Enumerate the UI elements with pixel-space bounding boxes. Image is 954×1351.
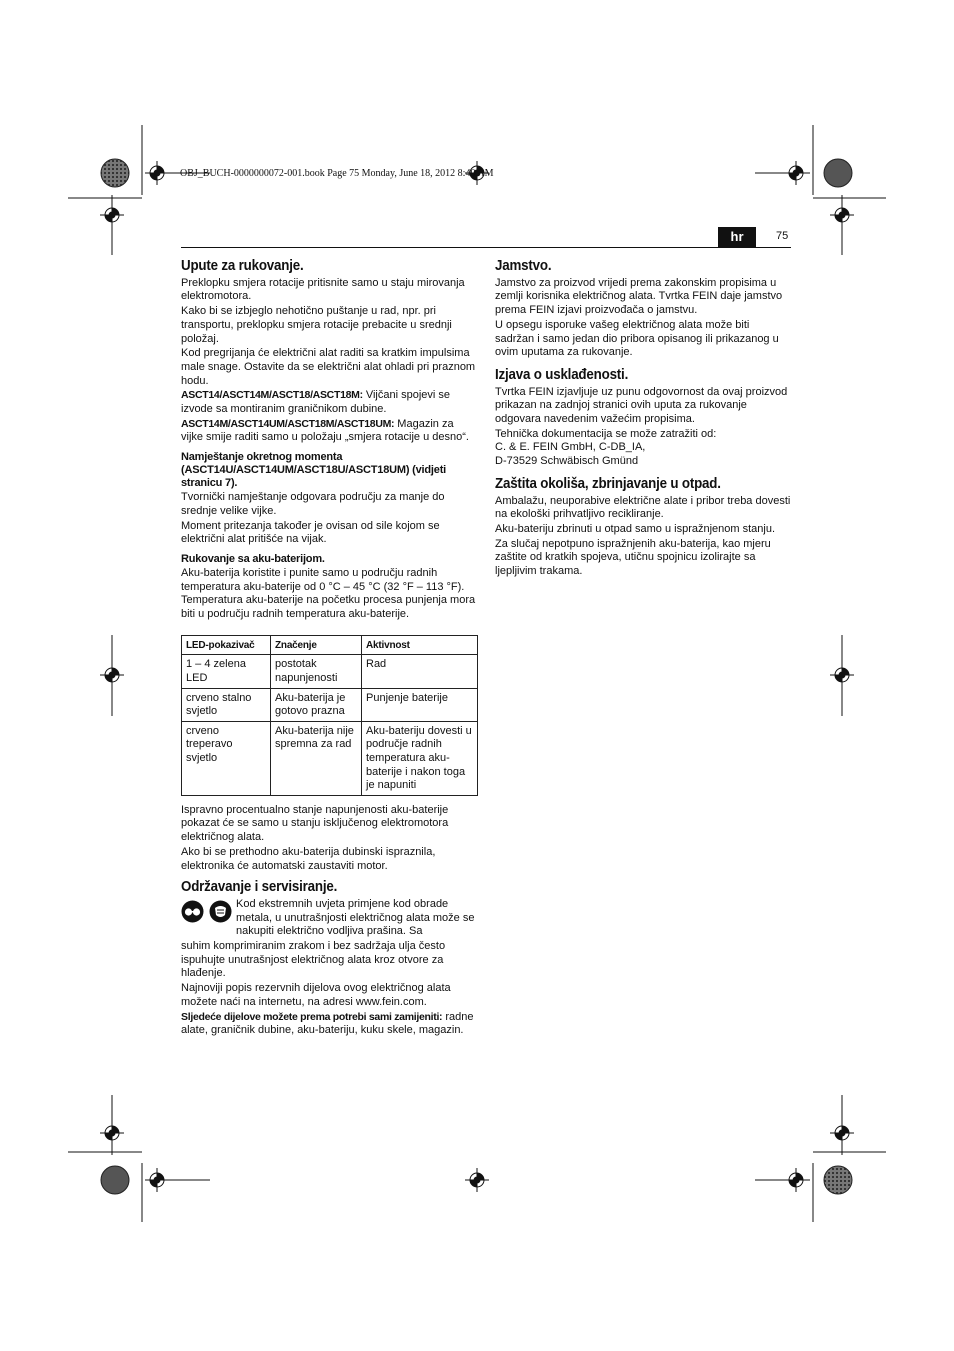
paragraph-text: radne alate, graničnik dubine, aku-bateriju, kuku skele, magazin. xyxy=(181,1010,474,1037)
paragraph: Aku-baterija koristite i punite samo u području radnih temperatura aku-baterije od 0 °C – 45 °C (32 °F – 113 °F). Temperatura aku-baterije na početku procesa punjenja mora biti u području radnih temperatura aku-baterije. xyxy=(181,566,476,621)
model-label: ASCT14M/ASCT14UM/ASCT18M/ASCT18UM: xyxy=(181,417,395,430)
maintenance-block xyxy=(181,898,477,981)
paragraph xyxy=(181,418,477,445)
section-title-conformity: Izjava o usklađenosti. xyxy=(495,366,629,383)
table-header-row xyxy=(182,635,478,655)
table-row xyxy=(182,688,478,721)
page-number: 75 xyxy=(776,230,789,242)
battery-heading: Rukovanje sa aku-baterijom. xyxy=(181,552,325,565)
paragraph: Aku-bateriju zbrinuti u otpad samo u ispražnjenom stanju. xyxy=(495,522,776,535)
dust-mask-icon xyxy=(209,900,232,923)
paragraph: Preklopku smjera rotacije pritisnite samo u staju mirovanja elektromotora. xyxy=(181,276,465,303)
paragraph: U opsegu isporuke vašeg električnog alata može biti sadržan i samo jedan dio pribora opisanog ili prikazanog u ovim uputama za rukovanje. xyxy=(495,318,779,359)
bold-intro: Sljedeće dijelove možete prema potrebi sami zamijeniti: xyxy=(181,1010,443,1023)
table-cell: Aku-baterija nije spremna za rad xyxy=(271,721,362,795)
table-header: LED-pokazivač xyxy=(182,635,271,655)
paragraph xyxy=(181,1011,477,1038)
table-cell: Aku-bateriju dovesti u područje radnih temperatura aku-baterije i nakon toga je napuniti xyxy=(362,721,478,795)
left-column xyxy=(181,260,477,1039)
paragraph: Tehnička dokumentacija se može zatražiti od: xyxy=(495,427,717,440)
section-title-maintenance: Održavanje i servisiranje. xyxy=(181,879,338,896)
table-cell: Aku-baterija je gotovo prazna xyxy=(271,688,362,721)
safety-icons xyxy=(181,900,232,923)
paragraph: Kod pregrijanja će električni alat raditi sa kratkim impulsima male snage. Ostavite da se električni alat ohladi pri praznom hodu. xyxy=(181,347,476,387)
table-cell: crveno treperavo svjetlo xyxy=(182,721,271,795)
goggles-icon xyxy=(181,900,204,923)
led-table xyxy=(181,635,478,796)
table-row xyxy=(182,655,478,688)
file-info: OBJ_BUCH-0000000072-001.book Page 75 Monday, June 18, 2012 8:40 AM xyxy=(180,168,494,179)
torque-heading: Namještanje okretnog momenta (ASCT14U/ASCT14UM/ASCT18U/ASCT18UM) (vidjeti stranicu 7). xyxy=(181,451,447,490)
table-header: Značenje xyxy=(271,635,362,655)
paragraph: Ispravno procentualno stanje napunjenosti aku-baterije pokazat će se samo u stanju isključenog elektromotora električnog alata. xyxy=(181,803,449,844)
paragraph: Najnoviji popis rezervnih dijelova ovog električnog alata možete naći na internetu, na adresi www.fein.com. xyxy=(181,982,451,1008)
paragraph: Kako bi se izbjeglo nehotično puštanje u rad, npr. pri transportu, preklopku smjera rotacije prebacite u srednji položaj. xyxy=(181,305,452,345)
table-header: Aktivnost xyxy=(362,635,478,655)
paragraph: Tvrtka FEIN izjavljuje uz punu odgovornost da ovaj proizvod prikazan na zadnjoj stranici ovih uputa za rukovanje odgovara navedenim važećim propisima. xyxy=(495,385,788,426)
paragraph: Tvornički namještanje odgovara području za manje do srednje velike vijke. xyxy=(181,491,445,517)
paragraph: suhim komprimiranim zrakom i bez sadržaja ulja često ispuhujte unutrašnjost električnog alata kroz otvore za hlađenje. xyxy=(181,940,446,980)
paragraph: Ako bi se prethodno aku-baterija dubinski ispraznila, elektronika će automatski zaustaviti motor. xyxy=(181,845,436,872)
section-title-usage: Upute za rukovanje. xyxy=(181,258,304,274)
table-row xyxy=(182,721,478,795)
section-title-warranty: Jamstvo. xyxy=(495,258,552,274)
paragraph: Jamstvo za proizvod vrijedi prema zakonskim propisima u zemlji korisnika električnog alata. Tvrtka FEIN daje jamstvo prema FEIN izjavi proizvođača o jamstvu. xyxy=(495,276,783,317)
paragraph: C. & E. FEIN GmbH, C-DB_IA, xyxy=(495,441,646,454)
model-label: ASCT14/ASCT14M/ASCT18/ASCT18M: xyxy=(181,389,363,402)
header-rule xyxy=(181,247,791,248)
paragraph-text: Vijčani spojevi se izvode sa montiranim graničnikom dubine. xyxy=(181,389,451,416)
paragraph: D-73529 Schwäbisch Gmünd xyxy=(495,455,639,468)
paragraph: Kod ekstremnih uvjeta primjene kod obrade metala, u unutrašnjosti električnog alata može se nakupiti električno vodljiva prašina. Sa xyxy=(236,897,475,938)
table-cell: postotak napunjenosti xyxy=(271,655,362,688)
paragraph: Moment pritezanja također je ovisan od sile kojom se električni alat pritišće na vijak. xyxy=(181,519,440,546)
paragraph xyxy=(181,389,477,416)
table-cell: Rad xyxy=(362,655,478,688)
paragraph: Za slučaj nepotpuno ispražnjenih aku-baterija, kao mjeru zaštite od kratkih spojeva, utičnu spojnicu izolirajte sa ljepljivim trakama. xyxy=(495,537,771,578)
table-cell: 1 – 4 zelena LED xyxy=(182,655,271,688)
section-title-environment: Zaštita okoliša, zbrinjavanje u otpad. xyxy=(495,475,721,492)
table-cell: crveno stalno svjetlo xyxy=(182,688,271,721)
table-cell: Punjenje baterije xyxy=(362,688,478,721)
paragraph-text: Magazin za vijke smije raditi samo u položaju „smjera rotacije u desno“. xyxy=(181,417,469,444)
language-badge: hr xyxy=(718,227,756,247)
paragraph: Ambalažu, neuporabive električne alate i pribor treba dovesti na ekološki prihvatljivo recikliranje. xyxy=(495,494,791,521)
right-column xyxy=(495,260,791,580)
